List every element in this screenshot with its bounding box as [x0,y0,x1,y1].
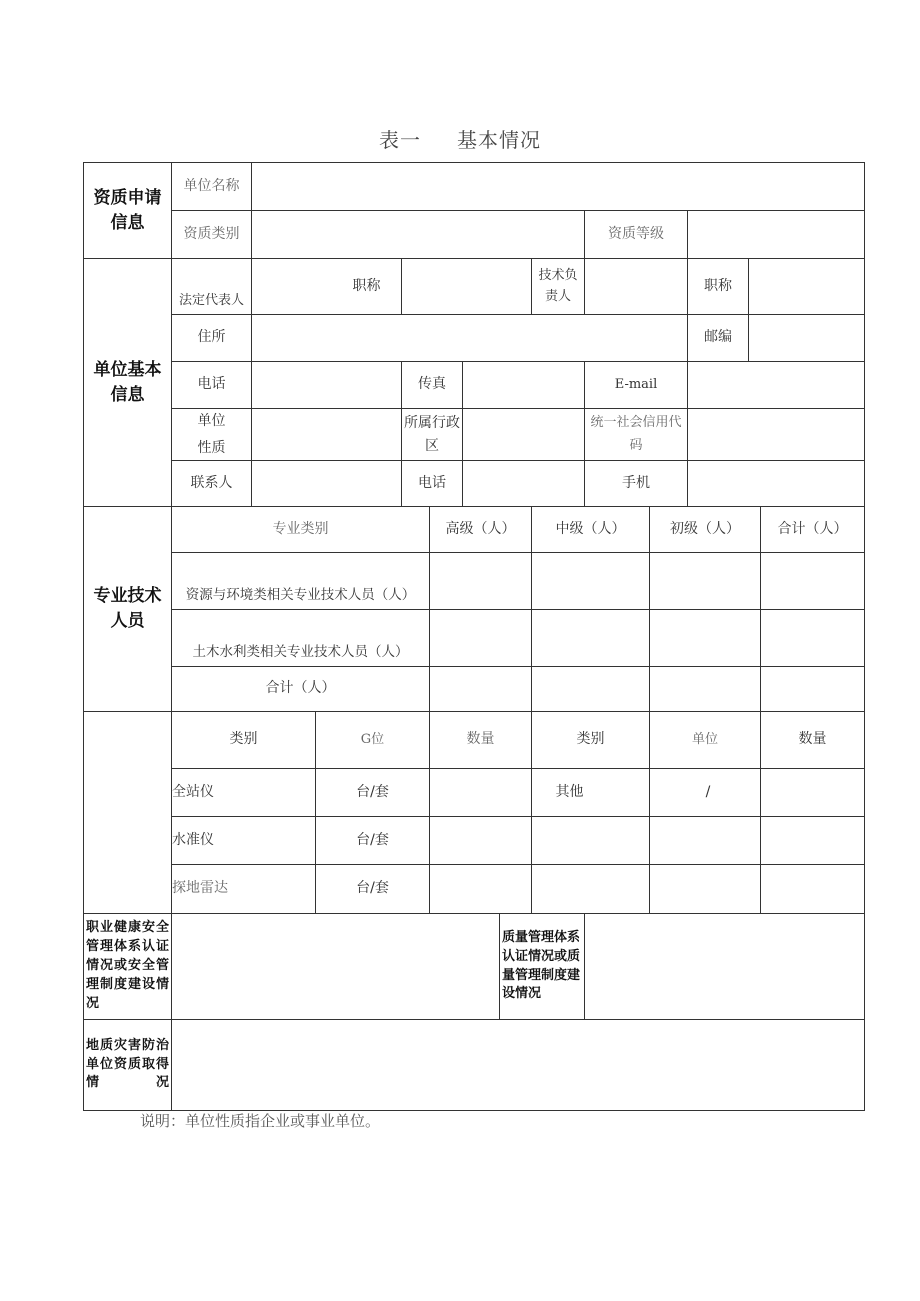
equip-name-other: 其他 [531,768,650,817]
field-total-total[interactable] [760,666,865,712]
field-extra-type-2[interactable] [531,864,650,914]
field-quality-management[interactable] [584,913,865,1020]
equip-unit-other: / [649,768,761,817]
row-label-civil: 土木水利类相关专业技术人员（人） [171,609,430,667]
field-email[interactable] [687,361,865,409]
label-admin-region: 所属行政区 [401,408,463,461]
label-contact: 联系人 [171,460,252,507]
col-header-equip-qty-1: 数量 [429,711,532,769]
field-mobile[interactable] [687,460,865,507]
label-disaster-qualification: 地质灾害防治单位资质取得情况 [83,1019,172,1111]
label-postcode: 邮编 [687,314,749,362]
field-tech-lead[interactable] [584,258,688,315]
col-header-senior: 高级（人） [429,506,532,553]
field-contact[interactable] [251,460,402,507]
row-label-staff-total: 合计（人） [171,666,430,712]
label-qualification-category: 资质类别 [171,210,252,259]
field-resource-senior[interactable] [429,552,532,610]
label-phone: 电话 [171,361,252,409]
col-header-category: 专业类别 [171,506,430,553]
field-total-mid[interactable] [531,666,650,712]
label-legal-representative: 法定代表人 [171,258,252,315]
footnote: 说明：单位性质指企业或事业单位。 [140,1112,381,1130]
label-tech-lead: 技术负责人 [531,258,585,315]
section-header-unit-basic: 单位基本信息 [83,258,172,507]
field-extra-qty-2[interactable] [760,864,865,914]
equip-name-total-station: 全站仪 [171,768,316,817]
title-name: 基本情况 [457,128,541,152]
label-title-1: 职称 [352,277,381,294]
field-qty-level[interactable] [429,816,532,865]
field-qualification-category[interactable] [251,210,585,259]
field-admin-region[interactable] [462,408,585,461]
field-civil-total[interactable] [760,609,865,667]
label-address: 住所 [171,314,252,362]
field-extra-unit-2[interactable] [649,864,761,914]
equip-name-level: 水准仪 [171,816,316,865]
field-extra-type-1[interactable] [531,816,650,865]
field-ohs-management[interactable] [171,913,500,1020]
col-header-equip-unit-1: G位 [315,711,430,769]
field-extra-unit-1[interactable] [649,816,761,865]
field-total-senior[interactable] [429,666,532,712]
field-contact-phone[interactable] [462,460,585,507]
label-qualification-grade: 资质等级 [584,210,688,259]
label-contact-phone: 电话 [401,460,463,507]
field-title-1[interactable] [401,258,532,315]
section-header-equipment [83,711,172,914]
field-legal-representative[interactable] [251,258,402,315]
field-disaster-qualification[interactable] [171,1019,865,1111]
col-header-junior: 初级（人） [649,506,761,553]
field-resource-total[interactable] [760,552,865,610]
field-postcode[interactable] [748,314,865,362]
col-header-equip-type-2: 类别 [531,711,650,769]
equip-unit-gpr: 台/套 [315,864,430,914]
field-total-junior[interactable] [649,666,761,712]
field-civil-mid[interactable] [531,609,650,667]
field-resource-mid[interactable] [531,552,650,610]
label-unit-nature: 单位性质 [171,408,252,461]
label-credit-code: 统一社会信用代码 [584,408,688,461]
field-qty-gpr[interactable] [429,864,532,914]
label-quality-management: 质量管理体系认证情况或质量管理制度建设情况 [499,913,585,1020]
col-header-mid: 中级（人） [531,506,650,553]
field-address[interactable] [251,314,688,362]
label-unit-name: 单位名称 [171,162,252,211]
row-label-resource: 资源与环境类相关专业技术人员（人） [171,552,430,610]
label-mobile: 手机 [584,460,688,507]
label-ohs-management: 职业健康安全管理体系认证情况或安全管理制度建设情况 [83,913,172,1020]
field-civil-senior[interactable] [429,609,532,667]
col-header-equip-qty-2: 数量 [760,711,865,769]
field-phone[interactable] [251,361,402,409]
field-fax[interactable] [462,361,585,409]
field-unit-name[interactable] [251,162,865,211]
col-header-equip-type-1: 类别 [171,711,316,769]
equip-unit-total-station: 台/套 [315,768,430,817]
field-credit-code[interactable] [687,408,865,461]
field-qty-total-station[interactable] [429,768,532,817]
field-civil-junior[interactable] [649,609,761,667]
field-resource-junior[interactable] [649,552,761,610]
equip-unit-level: 台/套 [315,816,430,865]
label-fax: 传真 [401,361,463,409]
title-prefix: 表一 [379,128,421,152]
field-qty-other[interactable] [760,768,865,817]
label-email: E-mail [584,361,688,409]
section-header-qualification: 资质申请信息 [83,162,172,259]
field-title-2[interactable] [748,258,865,315]
equip-name-gpr: 探地雷达 [171,864,316,914]
col-header-total: 合计（人） [760,506,865,553]
field-qualification-grade[interactable] [687,210,865,259]
label-title-2: 职称 [687,258,749,315]
field-unit-nature[interactable] [251,408,402,461]
section-header-tech-staff: 专业技术人员 [83,506,172,712]
field-extra-qty-1[interactable] [760,816,865,865]
col-header-equip-unit-2: 单位 [649,711,761,769]
